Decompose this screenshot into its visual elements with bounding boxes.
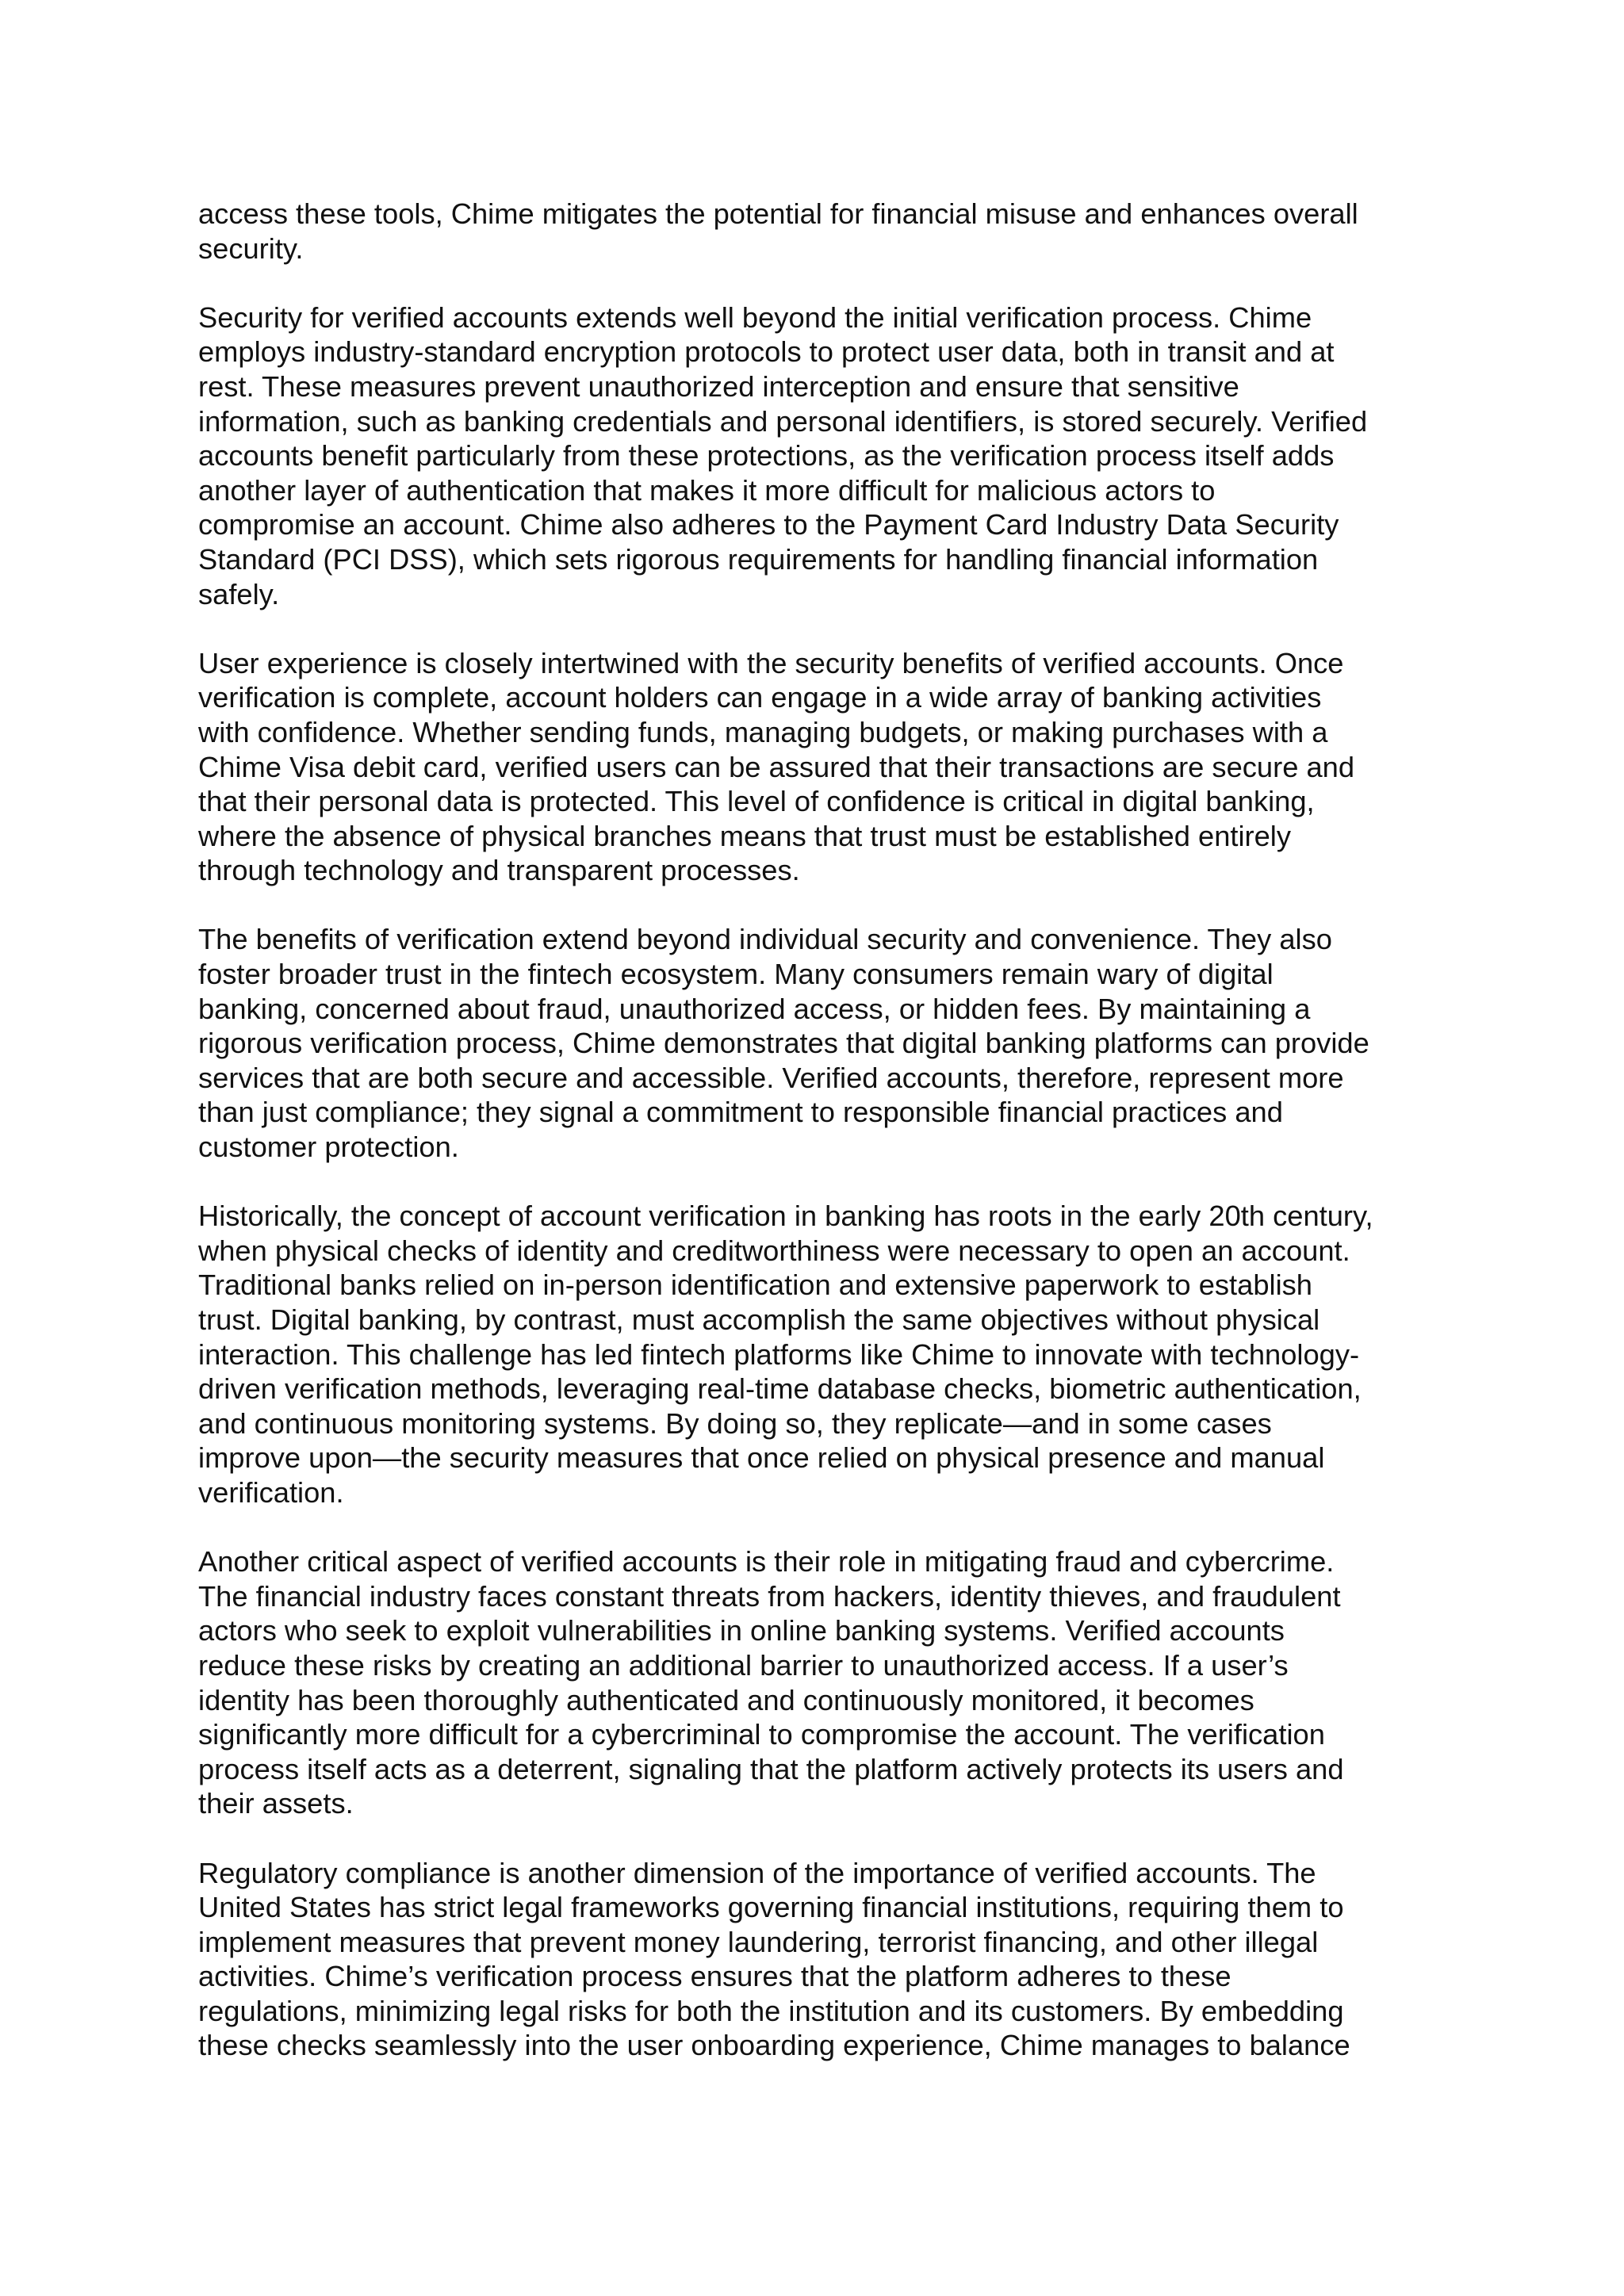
- paragraph: [198, 1199, 1451, 1510]
- document-body: [198, 197, 1451, 2098]
- text-line: process itself acts as a deterrent, signaling that the platform actively protects its users and: [198, 1752, 1344, 1785]
- text-line: through technology and transparent processes.: [198, 854, 800, 887]
- text-line: Historically, the concept of account verification in banking has roots in the early 20th century,: [198, 1200, 1373, 1233]
- text-line: United States has strict legal frameworks governing financial institutions, requiring them to: [198, 1891, 1344, 1924]
- text-line: that their personal data is protected. This level of confidence is critical in digital banking,: [198, 785, 1315, 818]
- paragraph: [198, 1856, 1451, 2064]
- text-line: with confidence. Whether sending funds, managing budgets, or making purchases with a: [198, 715, 1328, 748]
- text-line: The financial industry faces constant threats from hackers, identity thieves, and fraudulent: [198, 1579, 1341, 1613]
- text-line: trust. Digital banking, by contrast, must accomplish the same objectives without physical: [198, 1303, 1320, 1336]
- text-line: regulations, minimizing legal risks for both the institution and its customers. By embedding: [198, 1994, 1344, 2027]
- text-line: safely.: [198, 577, 280, 610]
- text-line: information, such as banking credentials and personal identifiers, is stored securely. Verified: [198, 404, 1368, 438]
- text-line: significantly more difficult for a cybercriminal to compromise the account. The verification: [198, 1718, 1325, 1751]
- text-line: customer protection.: [198, 1131, 459, 1164]
- text-line: rest. These measures prevent unauthorized interception and ensure that sensitive: [198, 369, 1239, 403]
- text-line: Traditional banks relied on in-person identification and extensive paperwork to establish: [198, 1269, 1312, 1302]
- text-line: compromise an account. Chime also adheres to the Payment Card Industry Data Security: [198, 508, 1339, 541]
- text-line: and continuous monitoring systems. By doing so, they replicate—and in some cases: [198, 1406, 1272, 1440]
- text-line: activities. Chime’s verification process ensures that the platform adheres to these: [198, 1960, 1231, 1993]
- paragraph: [198, 300, 1451, 611]
- text-line: The benefits of verification extend beyond individual security and convenience. They also: [198, 923, 1332, 956]
- paragraph: [198, 1544, 1451, 1821]
- text-line: when physical checks of identity and creditworthiness were necessary to open an account.: [198, 1234, 1350, 1267]
- text-line: security.: [198, 232, 304, 265]
- paragraph: [198, 197, 1451, 266]
- paragraph: [198, 922, 1451, 1164]
- text-line: services that are both secure and accessible. Verified accounts, therefore, represent more: [198, 1061, 1344, 1094]
- text-line: reduce these risks by creating an additional barrier to unauthorized access. If a user’s: [198, 1648, 1289, 1682]
- text-line: employs industry-standard encryption protocols to protect user data, both in transit and at: [198, 335, 1335, 369]
- text-line: their assets.: [198, 1787, 354, 1820]
- text-line: accounts benefit particularly from these protections, as the verification process itself adds: [198, 439, 1335, 473]
- text-line: access these tools, Chime mitigates the potential for financial misuse and enhances overall: [198, 197, 1358, 230]
- text-line: than just compliance; they signal a commitment to responsible financial practices and: [198, 1096, 1283, 1129]
- text-line: Chime Visa debit card, verified users can be assured that their transactions are secure and: [198, 750, 1355, 783]
- text-line: where the absence of physical branches means that trust must be established entirely: [198, 819, 1292, 852]
- text-line: another layer of authentication that makes it more difficult for malicious actors to: [198, 473, 1216, 507]
- text-line: actors who seek to exploit vulnerabilities in online banking systems. Verified accounts: [198, 1614, 1285, 1647]
- text-line: verification is complete, account holders can engage in a wide array of banking activities: [198, 681, 1322, 714]
- text-line: identity has been thoroughly authenticated and continuously monitored, it becomes: [198, 1683, 1254, 1716]
- text-line: interaction. This challenge has led fintech platforms like Chime to innovate with technology-: [198, 1337, 1360, 1371]
- text-line: Standard (PCI DSS), which sets rigorous requirements for handling financial information: [198, 542, 1319, 576]
- text-line: Another critical aspect of verified accounts is their role in mitigating fraud and cybercrime.: [198, 1545, 1335, 1578]
- text-line: these checks seamlessly into the user onboarding experience, Chime manages to balance: [198, 2029, 1350, 2062]
- text-line: User experience is closely intertwined with the security benefits of verified accounts. Once: [198, 646, 1344, 679]
- text-line: banking, concerned about fraud, unauthorized access, or hidden fees. By maintaining a: [198, 992, 1311, 1025]
- text-line: Regulatory compliance is another dimension of the importance of verified accounts. The: [198, 1856, 1316, 1889]
- text-line: rigorous verification process, Chime demonstrates that digital banking platforms can provide: [198, 1027, 1369, 1060]
- text-line: verification.: [198, 1475, 344, 1509]
- text-line: improve upon—the security measures that once relied on physical presence and manual: [198, 1441, 1325, 1475]
- paragraph: [198, 646, 1451, 888]
- text-line: Security for verified accounts extends well beyond the initial verification process. Chime: [198, 300, 1312, 334]
- text-line: implement measures that prevent money laundering, terrorist financing, and other illegal: [198, 1925, 1319, 1958]
- text-line: driven verification methods, leveraging real-time database checks, biometric authentication,: [198, 1372, 1362, 1406]
- text-line: foster broader trust in the fintech ecosystem. Many consumers remain wary of digital: [198, 958, 1274, 991]
